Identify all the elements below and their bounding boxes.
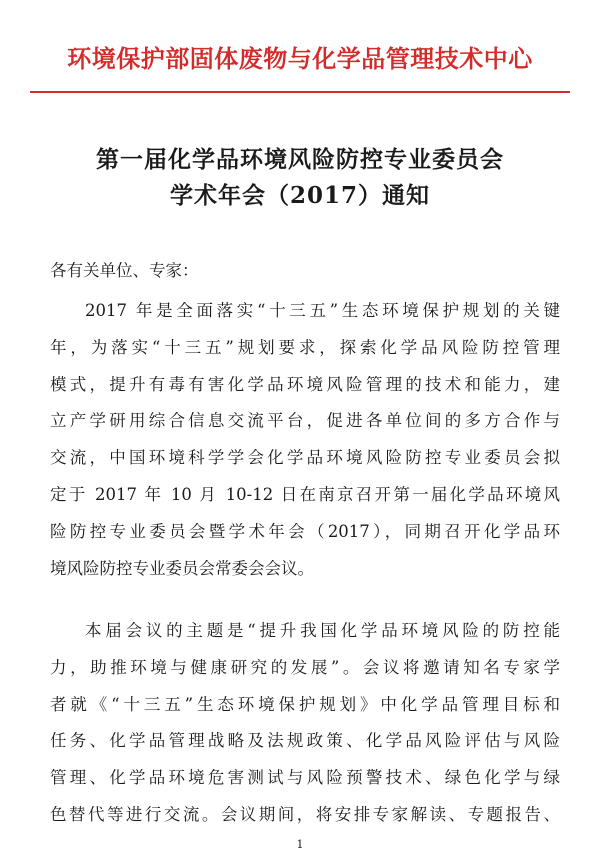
- body-paragraph-2: [50, 613, 560, 834]
- paragraph-line: 力，助推环境与健康研究的发展”。会议将邀请知名专家学: [50, 657, 560, 677]
- page-number: 1: [296, 838, 304, 851]
- paragraph-line: 年，为落实“十三五”规划要求，探索化学品风险防控管理: [50, 337, 560, 357]
- paragraph-line: 色替代等进行交流。会议期间，将安排专家解读、专题报告、: [50, 804, 560, 824]
- notice-title: [0, 142, 600, 214]
- notice-title-line-1: 第一届化学品环境风险防控专业委员会: [96, 146, 504, 173]
- paragraph-line: 定于 2017 年 10 月 10-12 日在南京召开第一届化学品环境风: [50, 484, 560, 504]
- notice-title-line-2: 学术年会（2017）通知: [169, 182, 430, 209]
- paragraph-line: 境风险防控专业委员会常委会会议。: [50, 558, 314, 578]
- paragraph-line: 险防控专业委员会暨学术年会（2017），同期召开化学品环: [50, 521, 560, 541]
- body-paragraph-1: [50, 293, 560, 587]
- paragraph-line: 本届会议的主题是“提升我国化学品环境风险的防控能: [85, 621, 560, 640]
- paragraph-line: 2017 年是全面落实“十三五”生态环境保护规划的关键: [85, 301, 560, 320]
- letterhead-rule: [30, 91, 570, 93]
- letterhead-org-name: 环境保护部固体废物与化学品管理技术中心: [67, 44, 533, 73]
- paragraph-line: 交流，中国环境科学学会化学品环境风险防控专业委员会拟: [50, 448, 560, 468]
- paragraph-line: 者就《“十三五”生态环境保护规划》中化学品管理目标和: [50, 694, 560, 714]
- paragraph-line: 管理、化学品环境危害测试与风险预警技术、绿色化学与绿: [50, 768, 560, 788]
- paragraph-line: 任务、化学品管理战略及法规政策、化学品风险评估与风险: [50, 731, 560, 751]
- salutation: 各有关单位、专家：: [50, 261, 199, 280]
- paragraph-line: 立产学研用综合信息交流平台，促进各单位间的多方合作与: [50, 411, 560, 431]
- paragraph-line: 模式，提升有毒有害化学品环境风险管理的技术和能力，建: [50, 374, 560, 394]
